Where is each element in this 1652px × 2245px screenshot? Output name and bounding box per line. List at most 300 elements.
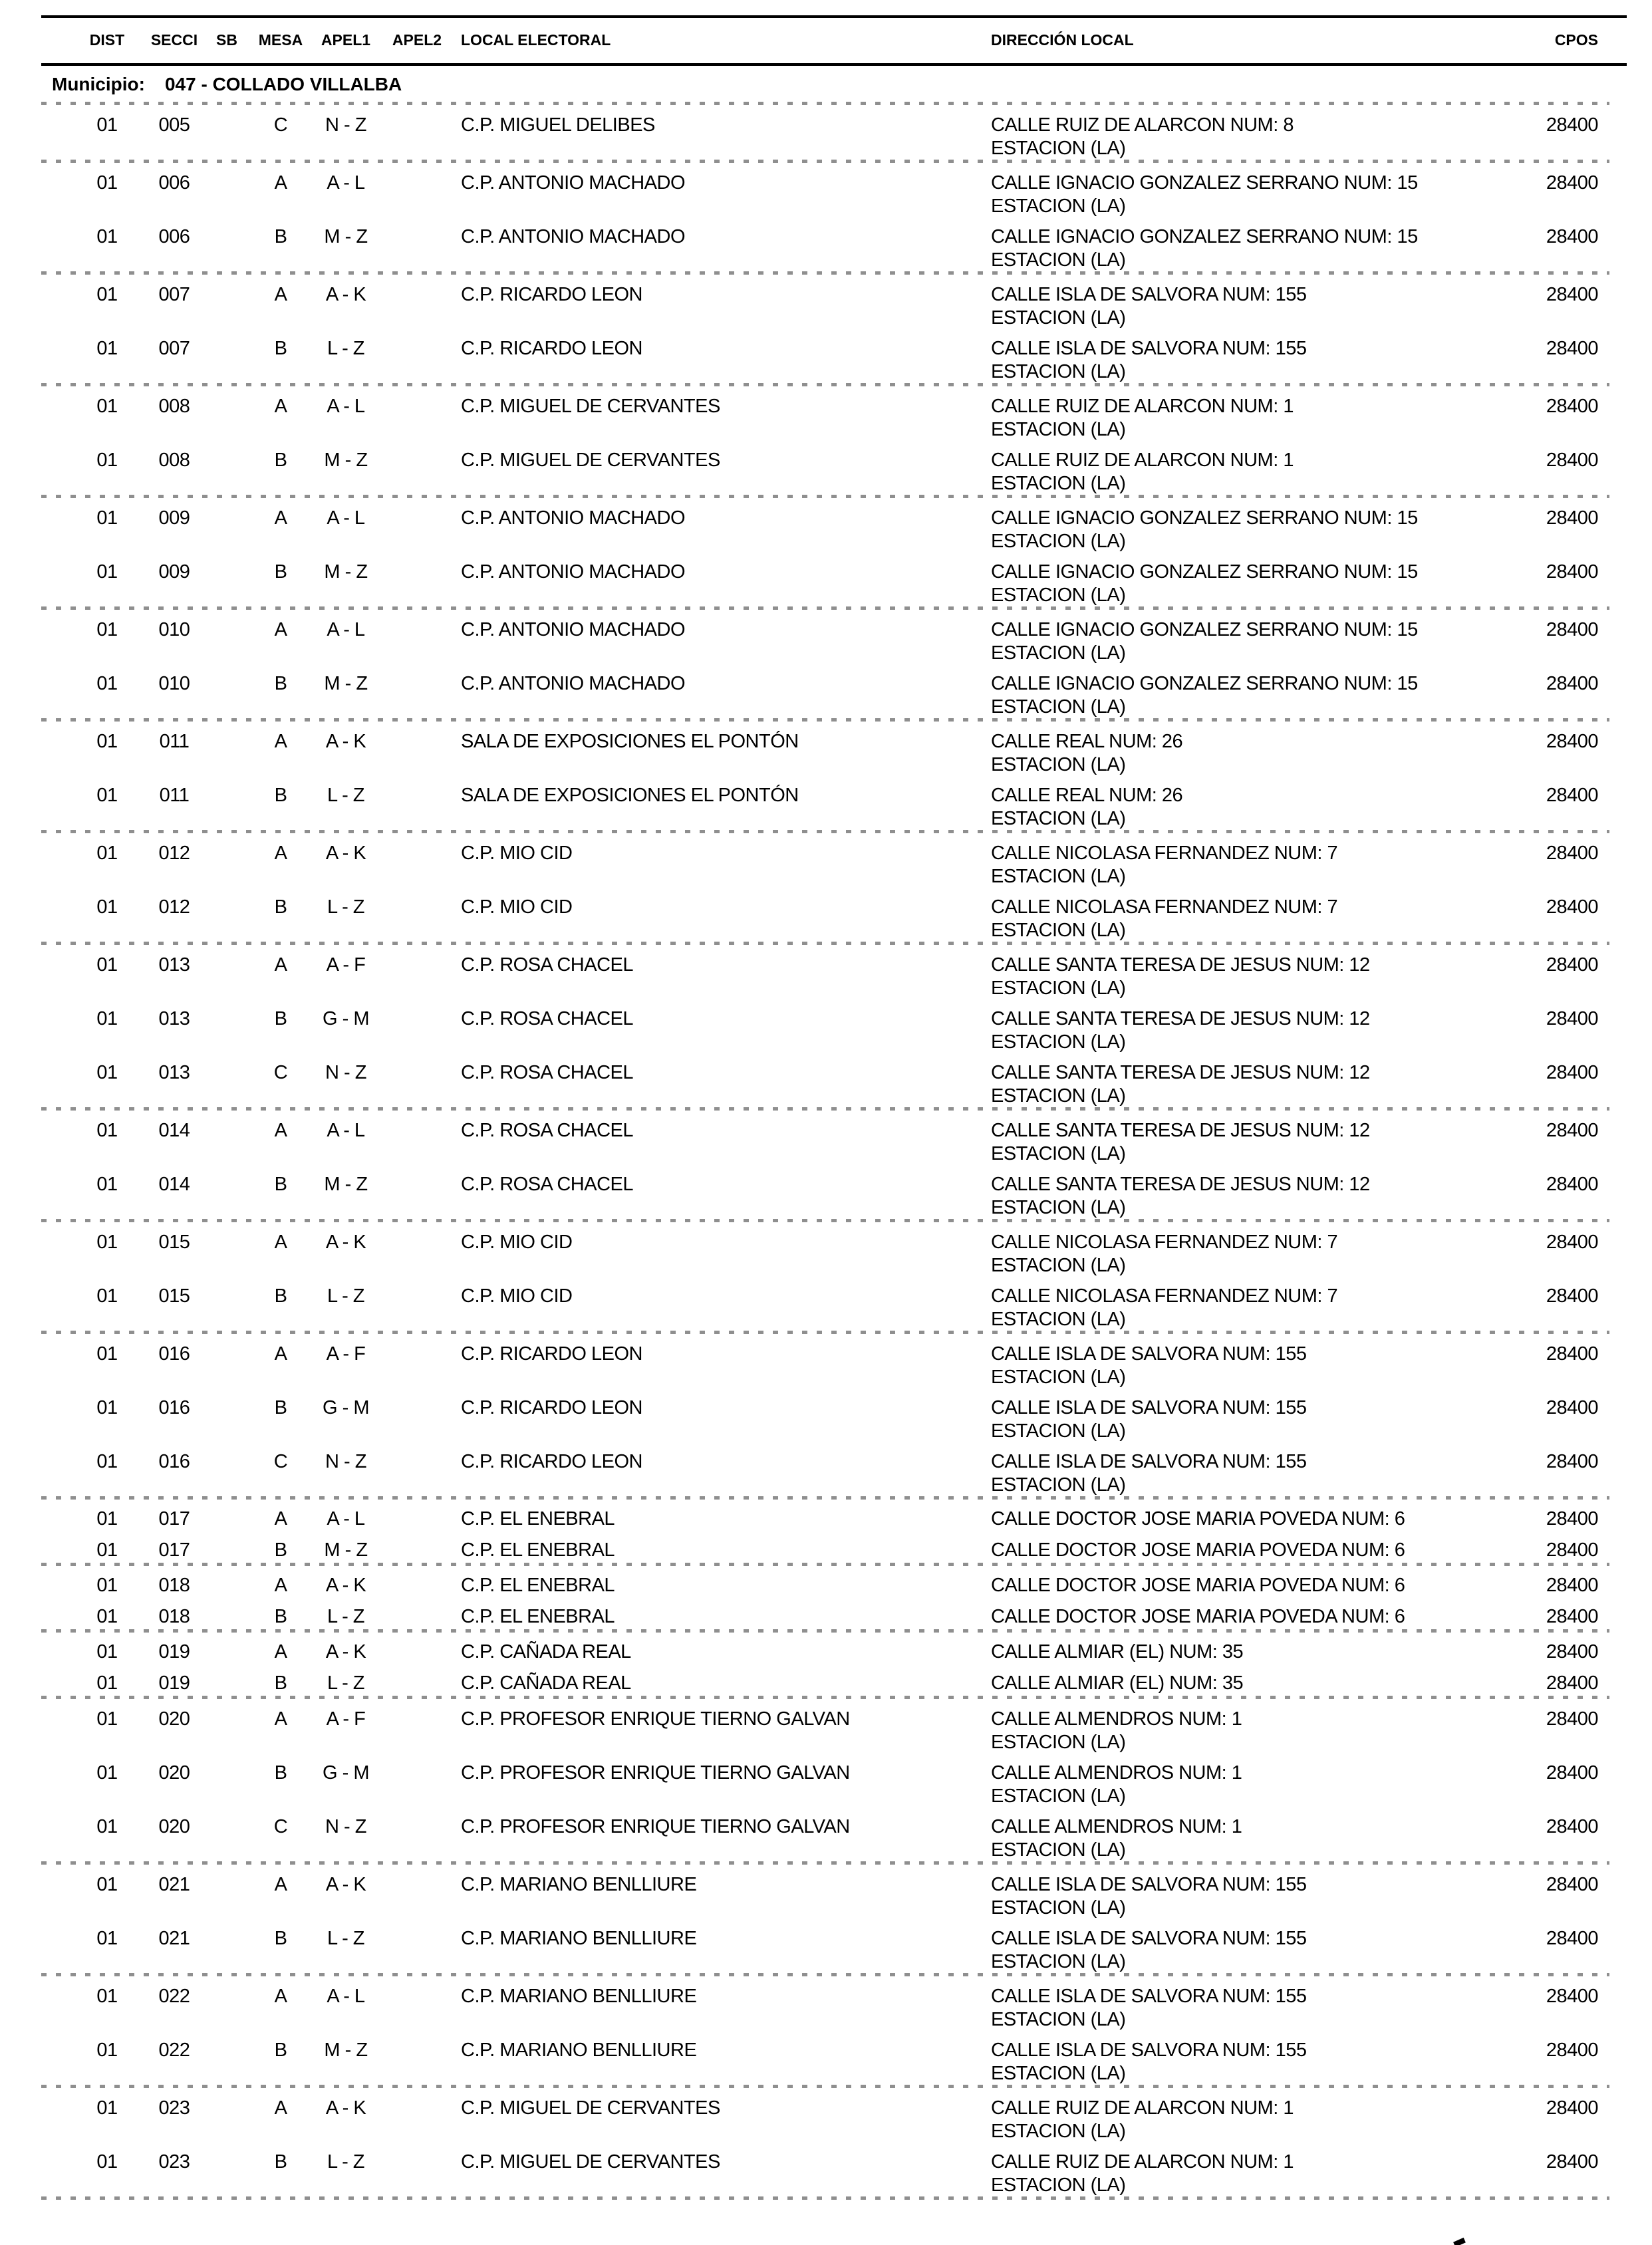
cell-secci: 006 — [158, 226, 190, 247]
table-row — [41, 999, 1627, 1053]
cell-cpos: 28400 — [1546, 785, 1598, 806]
cell-secci: 019 — [158, 1641, 190, 1662]
cell-mesa: B — [274, 338, 287, 359]
cell-direccion-local — [991, 1061, 1523, 1108]
cell-local-electoral: C.P. MIO CID — [461, 843, 573, 864]
table-row — [41, 163, 1627, 217]
cell-direccion-local — [991, 449, 1523, 495]
cell-direccion-local — [991, 1173, 1523, 1220]
cell-dist: 01 — [96, 1672, 118, 1694]
cell-local-electoral: C.P. MARIANO BENLLIURE — [461, 1986, 697, 2007]
cell-apel1: N - Z — [325, 1816, 366, 1837]
address-line-2: ESTACION (LA) — [991, 1839, 1126, 1861]
cell-apel1: M - Z — [324, 1539, 368, 1561]
address-line-2: ESTACION (LA) — [991, 1897, 1126, 1918]
cell-dist: 01 — [96, 1606, 118, 1627]
cell-mesa: B — [274, 1762, 287, 1783]
cell-apel1: A - K — [325, 1641, 366, 1662]
address-line-2: ESTACION (LA) — [991, 1785, 1126, 1807]
address-line-1: CALLE ISLA DE SALVORA NUM: 155 — [991, 1343, 1307, 1365]
cell-direccion-local — [991, 1927, 1523, 1974]
cell-direccion-local — [991, 225, 1523, 272]
table-row — [41, 1699, 1627, 1753]
cell-secci: 018 — [158, 1606, 190, 1627]
cell-apel1: G - M — [323, 1008, 369, 1029]
address-line-1: CALLE RUIZ DE ALARCON NUM: 8 — [991, 114, 1294, 136]
cell-direccion-local — [991, 1605, 1523, 1629]
cell-mesa: B — [274, 1928, 287, 1949]
cell-local-electoral: C.P. ROSA CHACEL — [461, 1174, 634, 1195]
cell-cpos: 28400 — [1546, 1508, 1598, 1529]
cell-mesa: A — [274, 954, 287, 976]
table-row — [41, 722, 1627, 775]
cell-apel1: A - K — [325, 1874, 366, 1895]
address-line-1: CALLE ISLA DE SALVORA NUM: 155 — [991, 1874, 1307, 1895]
cell-cpos: 28400 — [1546, 1816, 1598, 1837]
cell-mesa: B — [274, 896, 287, 918]
address-line-1: CALLE NICOLASA FERNANDEZ NUM: 7 — [991, 843, 1338, 864]
cell-mesa: B — [274, 1008, 287, 1029]
column-header-dist: DIST — [89, 31, 125, 49]
cell-apel1: G - M — [323, 1762, 369, 1783]
cell-secci: 015 — [158, 1232, 190, 1253]
cell-direccion-local — [991, 337, 1523, 384]
address-line-2: ESTACION (LA) — [991, 1197, 1126, 1218]
cell-local-electoral: SALA DE EXPOSICIONES EL PONTÓN — [461, 785, 799, 806]
cell-mesa: B — [274, 1606, 287, 1627]
cell-apel1: A - F — [326, 1708, 366, 1730]
address-line-2: ESTACION (LA) — [991, 978, 1126, 999]
column-header-direccion-local: DIRECCIÓN LOCAL — [991, 31, 1134, 49]
cell-direccion-local — [991, 1873, 1523, 1920]
cell-apel1: M - Z — [324, 673, 368, 694]
cell-direccion-local — [991, 730, 1523, 777]
address-line-1: CALLE RUIZ DE ALARCON NUM: 1 — [991, 2097, 1294, 2119]
address-line-1: CALLE IGNACIO GONZALEZ SERRANO NUM: 15 — [991, 673, 1418, 694]
cell-mesa: A — [274, 2097, 287, 2119]
cell-dist: 01 — [96, 1062, 118, 1083]
cell-cpos: 28400 — [1546, 1232, 1598, 1253]
table-row — [41, 775, 1627, 829]
cell-direccion-local — [991, 1450, 1523, 1497]
cell-direccion-local — [991, 507, 1523, 553]
cell-dist: 01 — [96, 1762, 118, 1783]
cell-local-electoral: C.P. ANTONIO MACHADO — [461, 673, 685, 694]
section-group — [0, 163, 1652, 271]
address-line-2: ESTACION (LA) — [991, 419, 1126, 440]
cell-cpos: 28400 — [1546, 896, 1598, 918]
table-row — [41, 552, 1627, 606]
address-line-2: ESTACION (LA) — [991, 2063, 1126, 2084]
section-group — [0, 1334, 1652, 1496]
table-row — [41, 217, 1627, 271]
cell-local-electoral: C.P. MIGUEL DE CERVANTES — [461, 2097, 720, 2119]
cell-secci: 022 — [158, 2040, 190, 2061]
cell-dist: 01 — [96, 507, 118, 529]
table-row — [41, 1753, 1627, 1807]
cell-mesa: B — [274, 561, 287, 583]
address-line-1: CALLE REAL NUM: 26 — [991, 731, 1183, 752]
cell-local-electoral: C.P. MARIANO BENLLIURE — [461, 1928, 697, 1949]
cell-cpos: 28400 — [1546, 507, 1598, 529]
cell-secci: 017 — [158, 1539, 190, 1561]
cell-secci: 007 — [158, 284, 190, 305]
cell-cpos: 28400 — [1546, 1008, 1598, 1029]
cell-dist: 01 — [96, 1232, 118, 1253]
table-row — [41, 610, 1627, 664]
cell-cpos: 28400 — [1546, 1641, 1598, 1662]
address-line-2: ESTACION (LA) — [991, 1255, 1126, 1276]
cell-direccion-local — [991, 896, 1523, 942]
table-row — [41, 275, 1627, 329]
cell-apel1: N - Z — [325, 114, 366, 136]
cell-direccion-local — [991, 1285, 1523, 1331]
cell-local-electoral: C.P. ANTONIO MACHADO — [461, 226, 685, 247]
address-line-1: CALLE IGNACIO GONZALEZ SERRANO NUM: 15 — [991, 172, 1418, 194]
cell-local-electoral: C.P. EL ENEBRAL — [461, 1539, 615, 1561]
cell-dist: 01 — [96, 1508, 118, 1529]
section-group — [0, 1500, 1652, 1563]
cell-mesa: A — [274, 1708, 287, 1730]
cell-apel1: A - K — [325, 1232, 366, 1253]
table-row — [41, 1388, 1627, 1442]
cell-direccion-local — [991, 1231, 1523, 1277]
cell-secci: 012 — [158, 896, 190, 918]
cell-local-electoral: C.P. MIGUEL DE CERVANTES — [461, 2151, 720, 2173]
table-row — [41, 1222, 1627, 1276]
cell-cpos: 28400 — [1546, 1120, 1598, 1141]
cell-mesa: B — [274, 2151, 287, 2173]
cell-secci: 019 — [158, 1672, 190, 1694]
cell-mesa: C — [273, 1062, 288, 1083]
cell-cpos: 28400 — [1546, 114, 1598, 136]
cell-apel1: A - K — [325, 1575, 366, 1596]
cell-dist: 01 — [96, 673, 118, 694]
cell-cpos: 28400 — [1546, 2151, 1598, 2173]
cell-dist: 01 — [96, 1928, 118, 1949]
section-group — [0, 498, 1652, 606]
table-row — [41, 1865, 1627, 1918]
cell-cpos: 28400 — [1546, 1397, 1598, 1418]
cell-dist: 01 — [96, 284, 118, 305]
cell-apel1: A - L — [327, 172, 365, 194]
cell-cpos: 28400 — [1546, 1174, 1598, 1195]
cell-apel1: A - K — [325, 284, 366, 305]
cell-secci: 013 — [158, 1062, 190, 1083]
cell-direccion-local — [991, 1007, 1523, 1054]
cell-dist: 01 — [96, 619, 118, 640]
cell-secci: 010 — [158, 673, 190, 694]
address-line-2: ESTACION (LA) — [991, 1031, 1126, 1053]
cell-local-electoral: C.P. ANTONIO MACHADO — [461, 561, 685, 583]
cell-local-electoral: C.P. ROSA CHACEL — [461, 1062, 634, 1083]
cut-off-footer-mark — [1453, 2238, 1466, 2245]
cell-secci: 008 — [158, 396, 190, 417]
cell-secci: 008 — [158, 450, 190, 471]
cell-mesa: B — [274, 1285, 287, 1307]
cell-local-electoral: C.P. PROFESOR ENRIQUE TIERNO GALVAN — [461, 1708, 850, 1730]
cell-mesa: A — [274, 843, 287, 864]
municipality-label: Municipio: — [52, 74, 145, 94]
cell-secci: 016 — [158, 1343, 190, 1365]
cell-apel1: A - L — [327, 1508, 365, 1529]
cell-secci: 009 — [158, 507, 190, 529]
address-line-2: ESTACION (LA) — [991, 1420, 1126, 1442]
cell-apel1: A - K — [325, 843, 366, 864]
address-line-2: ESTACION (LA) — [991, 2121, 1126, 2142]
cell-direccion-local — [991, 842, 1523, 888]
cell-local-electoral: C.P. MIO CID — [461, 896, 573, 918]
cell-mesa: C — [273, 114, 288, 136]
cell-apel1: A - F — [326, 954, 366, 976]
cell-mesa: B — [274, 1397, 287, 1418]
address-line-2: ESTACION (LA) — [991, 196, 1126, 217]
cell-mesa: A — [274, 619, 287, 640]
section-group — [0, 275, 1652, 383]
table-row — [41, 386, 1627, 440]
cell-dist: 01 — [96, 843, 118, 864]
cell-apel1: A - F — [326, 1343, 366, 1365]
section-group — [0, 1633, 1652, 1696]
cell-dist: 01 — [96, 2040, 118, 2061]
cell-cpos: 28400 — [1546, 1575, 1598, 1596]
table-row — [41, 664, 1627, 718]
cell-secci: 016 — [158, 1397, 190, 1418]
address-line-1: CALLE ISLA DE SALVORA NUM: 155 — [991, 284, 1307, 305]
cell-apel1: M - Z — [324, 561, 368, 583]
table-header — [41, 18, 1627, 63]
table-row — [41, 1500, 1627, 1531]
cell-local-electoral: C.P. MIGUEL DELIBES — [461, 114, 655, 136]
cell-dist: 01 — [96, 561, 118, 583]
cell-mesa: B — [274, 1672, 287, 1694]
cell-cpos: 28400 — [1546, 1539, 1598, 1561]
cell-dist: 01 — [96, 450, 118, 471]
cell-dist: 01 — [96, 954, 118, 976]
cell-direccion-local — [991, 1508, 1523, 1531]
cell-direccion-local — [991, 1985, 1523, 2032]
cell-local-electoral: C.P. ROSA CHACEL — [461, 1120, 634, 1141]
cell-dist: 01 — [96, 1397, 118, 1418]
address-line-1: CALLE DOCTOR JOSE MARIA POVEDA NUM: 6 — [991, 1575, 1405, 1596]
cell-dist: 01 — [96, 1285, 118, 1307]
cell-mesa: A — [274, 731, 287, 752]
cell-mesa: B — [274, 226, 287, 247]
cell-apel1: L - Z — [327, 1672, 365, 1694]
cell-dist: 01 — [96, 172, 118, 194]
cell-secci: 020 — [158, 1816, 190, 1837]
cell-cpos: 28400 — [1546, 338, 1598, 359]
address-line-1: CALLE RUIZ DE ALARCON NUM: 1 — [991, 2151, 1294, 2173]
address-line-2: ESTACION (LA) — [991, 1732, 1126, 1753]
cell-secci: 007 — [158, 338, 190, 359]
section-group — [0, 1699, 1652, 1861]
cell-cpos: 28400 — [1546, 1928, 1598, 1949]
address-line-2: ESTACION (LA) — [991, 2175, 1126, 2196]
cell-apel1: L - Z — [327, 338, 365, 359]
cell-local-electoral: C.P. RICARDO LEON — [461, 1397, 642, 1418]
column-header-cpos: CPOS — [1554, 31, 1598, 49]
cell-local-electoral: C.P. MIGUEL DE CERVANTES — [461, 450, 720, 471]
table-row — [41, 1164, 1627, 1218]
address-line-1: CALLE SANTA TERESA DE JESUS NUM: 12 — [991, 1008, 1370, 1029]
cell-secci: 010 — [158, 619, 190, 640]
cell-cpos: 28400 — [1546, 1606, 1598, 1627]
address-line-1: CALLE IGNACIO GONZALEZ SERRANO NUM: 15 — [991, 619, 1418, 640]
section-group — [0, 833, 1652, 942]
cell-local-electoral: SALA DE EXPOSICIONES EL PONTÓN — [461, 731, 799, 752]
cell-direccion-local — [991, 172, 1523, 218]
cell-cpos: 28400 — [1546, 1708, 1598, 1730]
address-line-1: CALLE REAL NUM: 26 — [991, 785, 1183, 806]
table-row — [41, 833, 1627, 887]
municipality-value: 047 - COLLADO VILLALBA — [164, 74, 402, 94]
cell-apel1: N - Z — [325, 1062, 366, 1083]
cell-apel1: G - M — [323, 1397, 369, 1418]
section-group — [0, 1976, 1652, 2085]
address-line-2: ESTACION (LA) — [991, 808, 1126, 829]
address-line-2: ESTACION (LA) — [991, 920, 1126, 941]
cell-secci: 014 — [158, 1120, 190, 1141]
table-row — [41, 1633, 1627, 1664]
cell-mesa: A — [274, 1641, 287, 1662]
cell-local-electoral: C.P. ANTONIO MACHADO — [461, 507, 685, 529]
cell-mesa: A — [274, 1232, 287, 1253]
address-line-1: CALLE ISLA DE SALVORA NUM: 155 — [991, 1397, 1307, 1418]
cell-cpos: 28400 — [1546, 1451, 1598, 1472]
cell-mesa: C — [273, 1816, 288, 1837]
cell-dist: 01 — [96, 1708, 118, 1730]
cell-local-electoral: C.P. CAÑADA REAL — [461, 1672, 631, 1694]
table-row — [41, 1276, 1627, 1330]
cell-cpos: 28400 — [1546, 1762, 1598, 1783]
cell-local-electoral: C.P. ROSA CHACEL — [461, 954, 634, 976]
address-line-2: ESTACION (LA) — [991, 361, 1126, 382]
address-line-1: CALLE RUIZ DE ALARCON NUM: 1 — [991, 450, 1294, 471]
cell-mesa: A — [274, 1986, 287, 2007]
cell-dist: 01 — [96, 2097, 118, 2119]
cell-cpos: 28400 — [1546, 673, 1598, 694]
cell-local-electoral: C.P. RICARDO LEON — [461, 338, 642, 359]
section-group — [0, 1222, 1652, 1331]
cell-cpos: 28400 — [1546, 1343, 1598, 1365]
cell-mesa: A — [274, 396, 287, 417]
section-group — [0, 386, 1652, 495]
cell-apel1: L - Z — [327, 1285, 365, 1307]
cell-direccion-local — [991, 1815, 1523, 1862]
cell-mesa: B — [274, 673, 287, 694]
cell-secci: 023 — [158, 2097, 190, 2119]
cell-cpos: 28400 — [1546, 226, 1598, 247]
cell-secci: 020 — [158, 1762, 190, 1783]
address-line-1: CALLE ISLA DE SALVORA NUM: 155 — [991, 1928, 1307, 1949]
cell-direccion-local — [991, 672, 1523, 719]
cell-mesa: B — [274, 785, 287, 806]
table-row — [41, 1111, 1627, 1164]
address-line-2: ESTACION (LA) — [991, 2009, 1126, 2030]
cell-mesa: A — [274, 1120, 287, 1141]
cell-direccion-local — [991, 618, 1523, 665]
table-row — [41, 440, 1627, 494]
cell-apel1: A - L — [327, 507, 365, 529]
cell-direccion-local — [991, 954, 1523, 1000]
cell-mesa: A — [274, 1508, 287, 1529]
cell-direccion-local — [991, 114, 1523, 160]
table-row — [41, 1807, 1627, 1861]
cell-apel1: L - Z — [327, 896, 365, 918]
cell-dist: 01 — [96, 1343, 118, 1365]
cell-local-electoral: C.P. RICARDO LEON — [461, 1451, 642, 1472]
cell-cpos: 28400 — [1546, 2097, 1598, 2119]
section-group — [0, 105, 1652, 160]
address-line-1: CALLE NICOLASA FERNANDEZ NUM: 7 — [991, 1285, 1338, 1307]
cell-local-electoral: C.P. PROFESOR ENRIQUE TIERNO GALVAN — [461, 1762, 850, 1783]
column-header-local-electoral: LOCAL ELECTORAL — [461, 31, 611, 49]
table-row — [41, 2030, 1627, 2084]
cell-direccion-local — [991, 1574, 1523, 1597]
cell-secci: 017 — [158, 1508, 190, 1529]
cell-dist: 01 — [96, 396, 118, 417]
cell-local-electoral: C.P. MIO CID — [461, 1285, 573, 1307]
cell-direccion-local — [991, 1672, 1523, 1695]
cell-secci: 023 — [158, 2151, 190, 2173]
address-line-1: CALLE SANTA TERESA DE JESUS NUM: 12 — [991, 1062, 1370, 1083]
table-row — [41, 1597, 1627, 1629]
table-row — [41, 2142, 1627, 2196]
cell-apel1: A - L — [327, 619, 365, 640]
address-line-1: CALLE SANTA TERESA DE JESUS NUM: 12 — [991, 1120, 1370, 1141]
cell-dist: 01 — [96, 1174, 118, 1195]
cell-cpos: 28400 — [1546, 1672, 1598, 1694]
cell-local-electoral: C.P. ANTONIO MACHADO — [461, 172, 685, 194]
cell-local-electoral: C.P. RICARDO LEON — [461, 284, 642, 305]
section-group — [0, 722, 1652, 830]
cell-secci: 016 — [158, 1451, 190, 1472]
cell-secci: 013 — [158, 1008, 190, 1029]
section-group — [0, 1111, 1652, 1219]
cell-cpos: 28400 — [1546, 450, 1598, 471]
address-line-1: CALLE SANTA TERESA DE JESUS NUM: 12 — [991, 954, 1370, 976]
table-row — [41, 1334, 1627, 1388]
cell-cpos: 28400 — [1546, 1062, 1598, 1083]
cell-dist: 01 — [96, 1986, 118, 2007]
address-line-2: ESTACION (LA) — [991, 642, 1126, 664]
cell-mesa: A — [274, 284, 287, 305]
cell-secci: 006 — [158, 172, 190, 194]
cell-dist: 01 — [96, 1641, 118, 1662]
cell-mesa: A — [274, 1874, 287, 1895]
column-header-apel1: APEL1 — [321, 31, 371, 49]
table-row — [41, 2088, 1627, 2142]
address-line-2: ESTACION (LA) — [991, 1143, 1126, 1164]
cell-mesa: A — [274, 1575, 287, 1596]
address-line-2: ESTACION (LA) — [991, 1474, 1126, 1496]
column-header-secci: SECCI — [150, 31, 198, 49]
cell-direccion-local — [991, 283, 1523, 330]
address-line-1: CALLE DOCTOR JOSE MARIA POVEDA NUM: 6 — [991, 1508, 1405, 1529]
cell-local-electoral: C.P. MARIANO BENLLIURE — [461, 2040, 697, 2061]
cell-local-electoral: C.P. EL ENEBRAL — [461, 1575, 615, 1596]
cell-direccion-local — [991, 2151, 1523, 2197]
section-group — [0, 1865, 1652, 1973]
cell-dist: 01 — [96, 731, 118, 752]
cell-dist: 01 — [96, 1008, 118, 1029]
cell-secci: 021 — [158, 1874, 190, 1895]
address-line-1: CALLE IGNACIO GONZALEZ SERRANO NUM: 15 — [991, 561, 1418, 583]
table-row — [41, 1918, 1627, 1972]
cell-direccion-local — [991, 1396, 1523, 1443]
address-line-1: CALLE RUIZ DE ALARCON NUM: 1 — [991, 396, 1294, 417]
